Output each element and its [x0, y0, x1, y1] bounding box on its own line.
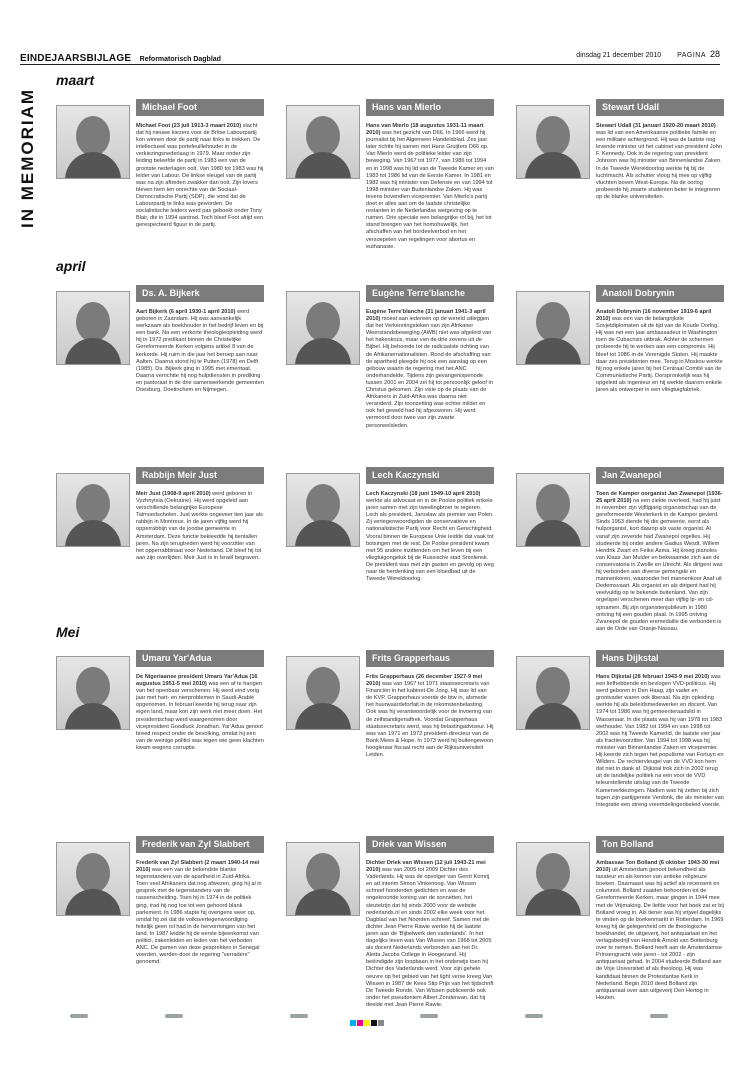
registration-mark — [290, 1014, 308, 1018]
newspaper-name: Reformatorisch Dagblad — [139, 56, 221, 63]
obituary-body: was van 2005 tot 2009 Dichter des Vaderlands. Hij was de opvolger van Gerrit Komrij en ad interim Simon Vinkenoog. Van Wissen schreef honderden gedichten en was de ongekroonde koning van de sonnetten, het sleutelzijn dat hij sinds 2000 voor de website nederlands.nl en sinds 2002 elke week voor het Dagblad van het Noorden schreef. Samen met de dichter Jean Pierre Rawie werkte hij de laatste jaren aan de 'Bijbelwerk den vaderlands'. In het dagelijks leven was Van Wissen van 1968 tot 2005 als docent Nederlands verbonden aan het Dr. Aletta Jacobs College in Hoogezand. Hij beëindigde zijn loopbaan in het onderwijs toen hij Dichter des Vaderlands werd. Voor zijn gehele oeuvre op het gebied van het light verse kreeg Van Wissen in 1987 de Kees Stip Prijs van het tijdschrift De Tweede Ronde. Van Wissen publiceerde ook onder het pseudoniem Albert Zonderwan, dat hij deelde met Jean Pierre Rawie. — [366, 867, 494, 1008]
obituary-lead: Hans van Mierlo (18 augustus 1931-11 maart 2010) — [366, 123, 484, 137]
portrait-photo — [516, 291, 590, 365]
portrait-photo — [56, 473, 130, 547]
obituary-lead: Meir Just (1908-9 april 2010) — [136, 491, 211, 497]
header-rule — [20, 64, 720, 65]
obituary-lead: Hans Dijkstal (28 februari 1943-9 mei 2010) — [596, 674, 710, 680]
obituary-body: na een ziekte overleed, had hij juist in november zijn vijftigjarig organistschap van de gereformeerde Westerkerk in de Kamper gevierd. Sinds 1963 diende hij die gemeente, eerst als hulporganist, kort daarop als vaste organist. Al vanaf zijn zevende had Zwanepol orgelles. Hij studeerde bij onder andere Gadius Wesdt, Willem Hendrik Zwart en Feike Asma. Hij kreeg pianoles van Klaas Jan Mulder en bekwaamde zich aan de conservatoria in Zwolle en Utrecht. Als dirigent was hij verbonden aan diverse gemengde en mannenkoren, waaronder het mannenkoor Asaf uit Dedemsvaart. Als organist en als dirigent had hij veelvuldig op te bekende buitenland. Van zijn orgelspel verschenen meer dan vijftig lp- en cd-opnamen. Bij zijn organistenjubileum in 1980 ontving hij een gouden plaat. In 1995 ontving Zwanepol de gouden eremedaille die verbonden is aan de Orde van Oranje-Nassau. — [596, 498, 723, 632]
obituary-text — [136, 123, 264, 229]
obituary-body: moest aan iedereen op de wereld uitleggen dat het Verkenningsteken van zijn Afrikaner Weerstandsbeweging (AWB) niet was afgeleid van het hakenkruis, maar van de drie zevens uit de Bijbel. Hij behoorde tot de radicaalste richting van de Afrikanernationalisten. Rond de afschaffing van de apartheid pleegde hij ook een aanslag op een gebouw waarin de regering met het ANC onderhandelde. Tijdens zijn gevangenisperiode tussen 2001 en 2004 zei hij tot persoonlijk geloof in Christus gekomen. Zijn visie op de plaats van de Afrikaners in Zuid-Afrika was daarna niet veranderd. Zijn toonzetting was echter milder en ook het geweld had hij afgezworen. Hij werd vermoord door twee van zijn zwarte personeelsleden. — [366, 316, 493, 429]
obituary-name: Rabbijn Meir Just — [136, 467, 264, 484]
obituary-body: was lid van een Amerikaanse politieke familie en een militaire achtergrond. Hij was de laatste nog levende minister uit het cabinet van president John F. Kennedy. Ook in de regering van president Johnson was hij minister van Binnenlandse Zaken. In de Tweede Wereldoorlog werkte hij bij de luchtmacht. Als schutter vloog hij mee op vijftig vluchten boven West-Europa. Na de oorlog probeerde hij zwarte studenten beter te integreren op de blanke universiteiten. — [596, 130, 722, 200]
cyan-swatch — [350, 1020, 356, 1026]
obituary-lead: Frits Grapperhaus (26 december 1927-9 mei 2010) — [366, 674, 483, 688]
portrait-photo — [56, 656, 130, 730]
obituary-text — [136, 860, 264, 966]
obituary-name: Lech Kaczynski — [366, 467, 494, 484]
obituary-body: was een liefhebbende en bevlogen VVD-politicus. Hij werd geboren in Den Haag, zijn vader en grootvader waren ook liberaal. Na zijn opleiding werkte hij als beleidsmedewerker en docent. Van 1974 tot 1986 was hij gemeenteraadslid in Wassenaar. In die plaats was hij van 1978 tot 1983 wethouder. Van 1982 tot 1994 en van 1998 tot 2002 was hij Tweede Kamerlid, de laatste vier jaar als fractievoorzitter. Van 1994 tot 1998 was hij minister van Binnenlandse Zaken en vicepremier. Hij keerde zich tegen het populisme van Fortuyn en Wilders. De rechtervleugel van de VVD kon hem dat niet in dank af. Dijkstal trok zich in 2002 terug uit de landelijke politiek na een voor de VVD teleurstellende uitslag van de Tweede Kamerverkiezingen. Nadien was hij zetten bij zich tegen zijn partijgenote Verdonk, die als minister van Integratie een streng vreemdelingenbeleid voerde. — [596, 674, 724, 808]
obituary-lead: Michael Foot (23 juli 1913-3 maart 2010) — [136, 123, 242, 129]
obituary-name: Ds. A. Bijkerk — [136, 285, 264, 302]
obituary-body: was een van de belangrijkste Sovjetdiplomaten uit de tijd van de Koude Oorlog. Hij was net een jaar ambassadeur in Washington toen de Cubacrisis uitbrak. Achter de schermen probeerde hij te werken aan een compromis. Hij bleef tot 1986 in de Verenigde Staten. Hij maakte daar zes presidenten mee. Terug in Moskou werkte hij nog enkele jaren bij het Centraal Comité van de Communistische Partij. Oorspronkelijk was hij opgeleid als ingenieur en hij werkte daarom enkele jaren als ontwerper in een vliegtuigfabriek. — [596, 316, 723, 394]
page-number: 28 — [709, 49, 720, 59]
portrait-photo — [56, 105, 130, 179]
obituary-text — [596, 674, 724, 809]
portrait-photo — [286, 105, 360, 179]
obituary-name: Frederik van Zyl Slabbert — [136, 836, 264, 853]
yellow-swatch — [364, 1020, 370, 1026]
month-heading-april: april — [56, 258, 86, 274]
obituary-text — [366, 860, 494, 1009]
section-title: EINDEJAARSBIJLAGE — [20, 53, 132, 64]
portrait-photo — [286, 842, 360, 916]
issue-date: dinsdag 21 december 2010 — [576, 52, 662, 59]
portrait-photo — [56, 842, 130, 916]
page-label: PAGINA — [677, 52, 707, 59]
obituary-name: Hans Dijkstal — [596, 650, 724, 667]
obituary-lead: Anatoli Dobrynin (16 november 1919-6 april 2010) — [596, 309, 712, 323]
obituary-text — [596, 309, 724, 394]
obituary-text — [136, 491, 264, 562]
portrait-photo — [286, 656, 360, 730]
obituary-name: Jan Zwanepol — [596, 467, 724, 484]
portrait-photo — [516, 473, 590, 547]
portrait-photo — [516, 842, 590, 916]
header-right — [576, 49, 720, 59]
portrait-photo — [286, 473, 360, 547]
obituary-text — [136, 674, 264, 752]
obituary-body: uit Amsterdam genoot bekendheid als taxateur en als kenner van antieke religieuze boeken. Daarnaast was hij actief als recensent en columnist. Bolland zaaiden behoorden tot de Gereformeerde Kerken, maar gingen in 1944 mee met de Vrijmaking. De liefde voor het boek zat er bij Bolland vroeg in. Als tiener was hij vrijwel dagelijks te vinden op de boekenmarkt in Rotterdam. In 1969 kreeg hij de gelegenheid om de theologische boekhandel, de uitgeverij, het antiquariaat en het verlagsbedrijf van Hendrik Arnold van Bottenburg over te nemen. Bolland heeft aan de Amsterdamse Prinsengracht vele jaren - tot 2002 - zijn antiquariaat gehad. In 2004 studeerde Bolland aan de Vrije Universiteit af als theoloog. Hij was kandidaat binnen de Protestantse Kerk in Nederland. Begin 2010 deed Bolland zijn antiquariaat over aan uitgeverij Den Hertog in Houten. — [596, 867, 724, 1001]
registration-mark — [525, 1014, 543, 1018]
month-heading-mei: Mei — [56, 624, 80, 640]
registration-mark — [650, 1014, 668, 1018]
obituary-text — [596, 860, 724, 1002]
obituary-text — [366, 491, 494, 583]
portrait-photo — [56, 291, 130, 365]
obituary-name: Eugène Terre'blanche — [366, 285, 494, 302]
obituary-text — [366, 309, 494, 430]
obituary-body: werkte als advocaat en in de Poolse politiek enkele jaren samen met zijn tweelingbroer te regeren. Lech als president, Jarosław als premier van Polen. Zij vertegenwoordigden de conservatieve en nationalistische Partij voor Recht en Gerechtigheid. Vooral binnen de Europese Unie leidde dat vaak tot botsingen met de rest. De Poolse president kwam met 95 andere inzittenden om het leven bij een vliegtuigongeluk bij de Russische stad Smolensk. De president was met zijn gasten en gevolg op weg naar de herdenking van een bloedbad uit de Tweede Wereldoorlog. — [366, 498, 494, 583]
obituary-body: was van 1967 tot 1971 staatssecretaris van Financiën in het kabinet-De Jong. Hij was lid van de KVP. Grapperhaus voerde de btw in, alsmede het huurwaardeforfait in de inkomstenbelasting. Ook was hij verantwoordelijk voor de invoering van de zelfstandigenaftrek. Voordat Grapperhaus staatssecretaris werd, was hij belastingadviseur. Hij was van 1971 en 1972 president-directeur van de Bank Mees & Hope. In 1973 werd hij buitengewoon hoogleraar fiscaal recht aan de Rijksuniversiteit Leiden. — [366, 681, 494, 759]
obituary-lead: De Nigeriaanse president Umaru Yar'Adua (16 augustus 1951-5 mei 2010) — [136, 674, 258, 688]
obituary-lead: Aart Bijkerk (6 april 1930-1 april 2010) — [136, 309, 236, 315]
obituary-text — [596, 491, 724, 633]
obituary-lead: Frederik van Zyl Slabbert (2 maart 1940-14 mei 2010) — [136, 860, 260, 874]
black-swatch — [371, 1020, 377, 1026]
obituary-text — [366, 674, 494, 759]
obituary-body: werd geboren in Zaandam. Hij was aanvankelijk werkzaam als boekhouder in het bedrijf leven en bij een bank. Na een verkorte theologieopleiding werd hij in 1972 predikant binnen de Christelijke Gereformeerde Kerken volgens artikel 8 van de kerkorde. Hij ruim in die jaar het beroep aan naar Aalten. Daarna stond hij te Putten (1978) en Delft (1985). Ds. Bijkerk ging in 1995 met emeritaat. Daarna verrichtte hij nog hulpdiensten in prediking en pastoraat in de drie samenwerkende gemeenten Doesburg, Doetinchem en Nijmegen. — [136, 309, 264, 394]
page-header — [20, 48, 720, 64]
obituary-lead: Stewart Udall (31 januari 1920-20 maart 2010) — [596, 123, 716, 129]
obituary-name: Hans van Mierlo — [366, 99, 494, 116]
obituary-text — [366, 123, 494, 251]
obituary-name: Umaru Yar'Adua — [136, 650, 264, 667]
obituary-body: werd geboren in Vyzhnytsia (Oekraïne). Hij werd opgeleid aan verschillende belangrijke Europese Talmoedscholen. Just werkte ongeveer tien jaar als rabbijn in Montreux. In de jaren vijftig werd hij opperrabbijn van de joodse gemeente in Amsterdam. Deze functie bekleedde hij tientallen jaren. Na zijn terugtreden werd hij voorzitter van het opperrabbinaat voor Nederland. Dit bleef hij tot aan zijn overlijden. Meir Just is in Israël begraven. — [136, 491, 263, 561]
registration-mark — [420, 1014, 438, 1018]
obituary-body: was een af te hangen van het openbaar verschenen. Hij werd eind vorig jaar met hart- en nierproblemen in Saudi-Arabië opgenomen. In februari keerde hij terug naar zijn eigen land, maar kon zijn werk niet meer doen. Het presidentschap werd waargenomen door vicepresident Goodluck Jonathan. Yar'Adua genoot breed respect onder de bevolking, omdat hij een van de weinige politici was tegen wie geen klachten kwam wegens corruptie. — [136, 681, 264, 751]
obituary-lead: Ambassae Ton Bolland (6 oktober 1943-30 mei 2010) — [596, 860, 720, 874]
obituary-body: slacht dat hij nieuwe kiezers voor de Britse Labourpartij kon winnen door de partij naar links te trekken. De intellectueel was portefeuillehouder in de verkiezingsnederlaag in 1979. Maar onder zijn leiding beleefde de partij in 1983 een van de grootste nederlagen ooit. Van 1980 tot 1983 was hij leider van Labour. De linkse vleugel van de partij was na zijn aftreden zwakker dan ooit. Zijn lovers bleven hem ten onrechte van de Sociaal-Democratische Partij (SDP), die vond dat de Labourpartij te links was geworden. De socialistische leiders werd pas geboekt onder Tony Blair, die in 1994 aantrad. Toch bleef Foot altijd een gerespecteerd figuur in de partij. — [136, 123, 264, 229]
month-heading-maart: maart — [56, 72, 95, 88]
obituary-text — [596, 123, 724, 201]
obituary-lead: Lech Kaczynski (18 juni 1949-10 april 2010) — [366, 491, 481, 497]
registration-mark — [165, 1014, 183, 1018]
portrait-photo — [516, 105, 590, 179]
portrait-photo — [286, 291, 360, 365]
obituary-name: Driek van Wissen — [366, 836, 494, 853]
magenta-swatch — [357, 1020, 363, 1026]
obituary-lead: Toen de Kamper oorganist Jan Zwanepol (1936-25 april 2010) — [596, 491, 723, 505]
grey-swatch — [378, 1020, 384, 1026]
in-memoriam-title: IN MEMORIAM — [18, 87, 37, 228]
portrait-photo — [516, 656, 590, 730]
obituary-text — [136, 309, 264, 394]
color-calibration-swatches — [350, 1013, 385, 1019]
obituary-name: Michael Foot — [136, 99, 264, 116]
obituary-name: Stewart Udall — [596, 99, 724, 116]
obituary-name: Frits Grapperhaus — [366, 650, 494, 667]
registration-mark — [70, 1014, 88, 1018]
obituary-name: Ton Bolland — [596, 836, 724, 853]
obituary-body: was een van de bekendste blanke tegenstanders van de apartheid in Zuid-Afrika. Toen veel Afrikaners dat nog afwezen, ging hij al in gesprek met de tegenstanders van de rassenscheiding. Toen hij in 1974 in de politiek ging, trad hij nog toe tot een gehoord blank parlement. In 1986 stapte hij overigens weer op, omdat hij zei dat de volksvertegenwoordiging feitelijk geen rol had in de hervormingen van het land. In 1987 leidde hij de eerste bijeenkomst van politici, zakenleiden en leden van het verboden ANC. De gamen van deze gesprekken in Senegal voerden, werden door de regering "verraders" genoemd. — [136, 867, 262, 966]
obituary-body: was het gezicht van D66. In 1966 werd hij journalist bij het Algemeen Handelsblad. Zes jaar later richtte hij samen met Hans Gruijters D66 op. Van Mierlo werd de politieke leider van zijn beweging. Van 1967 tot 1977, van 1986 tot 1994 en in 1998 was hij lid van de Tweede Kamer en van 1983 tot 1986 lid van de Eerste Kamer. In 1981 en 1982 was hij minister van Defensie en van 1994 tot 1998 minister van Buitenlandse Zaken. Hij was tevens bovendien vicepremier. Van Mierlo's partij doet er alles aan om de laatste christelijke restanten in de Nederlandse wetgeving op te ruimen. Drie speciale een belangrijke rol bij, het tot stand brengen van het homohuwelijk, het afschaffen van het bordeelverbod en het versoepelen van regelingen voor abortus en euthanasie. — [366, 130, 494, 250]
obituary-lead: Dichter Driek van Wissen (12 juli 1943-21 mei 2010) — [366, 860, 486, 874]
obituary-name: Anatoli Dobrynin — [596, 285, 724, 302]
obituary-lead: Eugène Terre'blanche (31 januari 1941-3 april 2010) — [366, 309, 486, 323]
